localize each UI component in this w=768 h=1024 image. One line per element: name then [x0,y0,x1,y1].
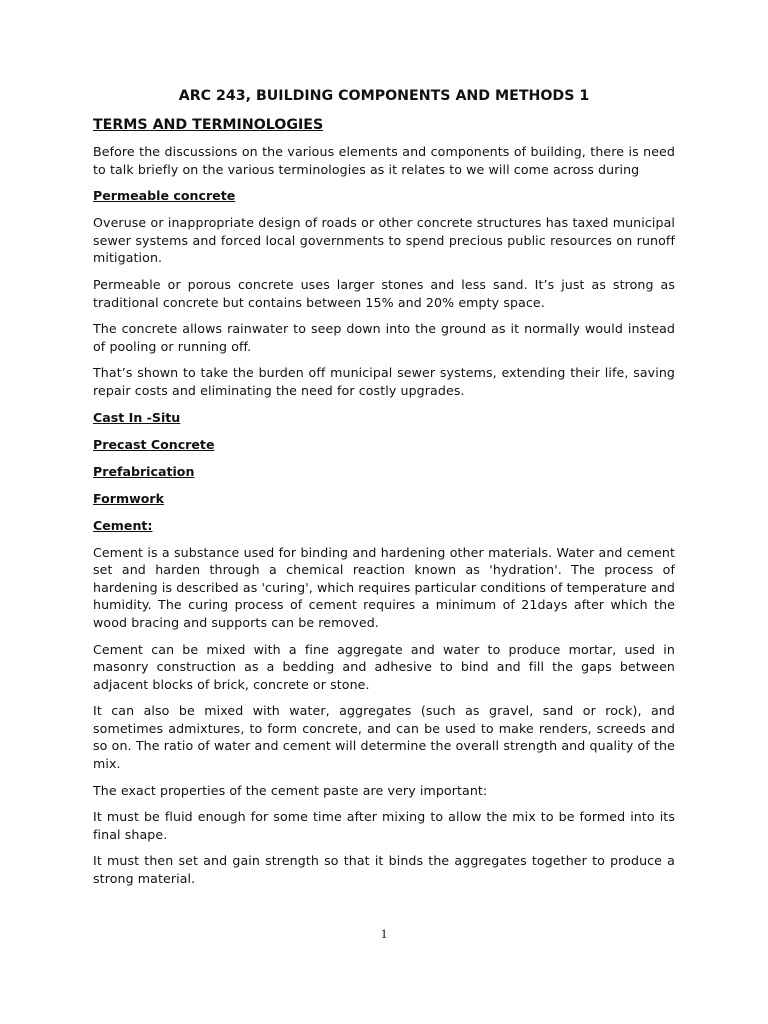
cast-in-situ-heading: Cast In -Situ [93,409,181,425]
permeable-paragraph-2: Permeable or porous concrete uses larger stones and less sand. It’s just as strong as traditional concrete but contains between 15% and 20% empty space. [93,276,675,310]
section-title: TERMS AND TERMINOLOGIES [93,117,324,133]
intro-paragraph: Before the discussions on the various elements and components of building, there is need to talk briefly on the various terminologies as it relates to we will come across during [93,144,675,177]
document-page [93,86,675,897]
permeable-concrete-heading: Permeable concrete [93,188,236,204]
document-title: ARC 243, BUILDING COMPONENTS AND METHODS 1 [178,88,590,104]
cement-paragraph-6: It must then set and gain strength so that it binds the aggregates together to produce a strong material. [93,853,675,887]
cement-paragraph-2: Cement can be mixed with a fine aggregate and water to produce mortar, used in masonry construction as a bedding and adhesive to bind and fill the gaps between adjacent blocks of brick, concrete or stone. [93,641,675,692]
page-number: 1 [380,926,388,941]
prefabrication-heading: Prefabrication [93,463,195,479]
cement-paragraph-4: The exact properties of the cement paste are very important: [93,782,488,798]
cement-heading: Cement: [93,517,153,533]
permeable-paragraph-4: That’s shown to take the burden off municipal sewer systems, extending their life, saving repair costs and eliminating the need for costly upgrades. [93,365,675,398]
permeable-paragraph-3: The concrete allows rainwater to seep down into the ground as it normally would instead of pooling or running off. [93,321,675,354]
permeable-paragraph-1: Overuse or inappropriate design of roads or other concrete structures has taxed municipal sewer systems and forced local governments to spend precious public resources on runoff mitigation. [93,215,675,266]
cement-paragraph-1: Cement is a substance used for binding and hardening other materials. Water and cement set and harden through a chemical reaction known as 'hydration'. The process of hardening is described as 'curing', which requires particular conditions of temperature and humidity. The curing process of cement requires a minimum of 21days after which the wood bracing and supports can be removed. [93,544,675,630]
formwork-heading: Formwork [93,490,164,506]
cement-paragraph-3: It can also be mixed with water, aggregates (such as gravel, sand or rock), and sometimes admixtures, to form concrete, and can be used to make renders, screeds and so on. The ratio of water and cement will determine the overall strength and quality of the mix. [93,703,675,772]
cement-paragraph-5: It must be fluid enough for some time after mixing to allow the mix to be formed into its final shape. [93,809,675,842]
precast-concrete-heading: Precast Concrete [93,436,215,452]
